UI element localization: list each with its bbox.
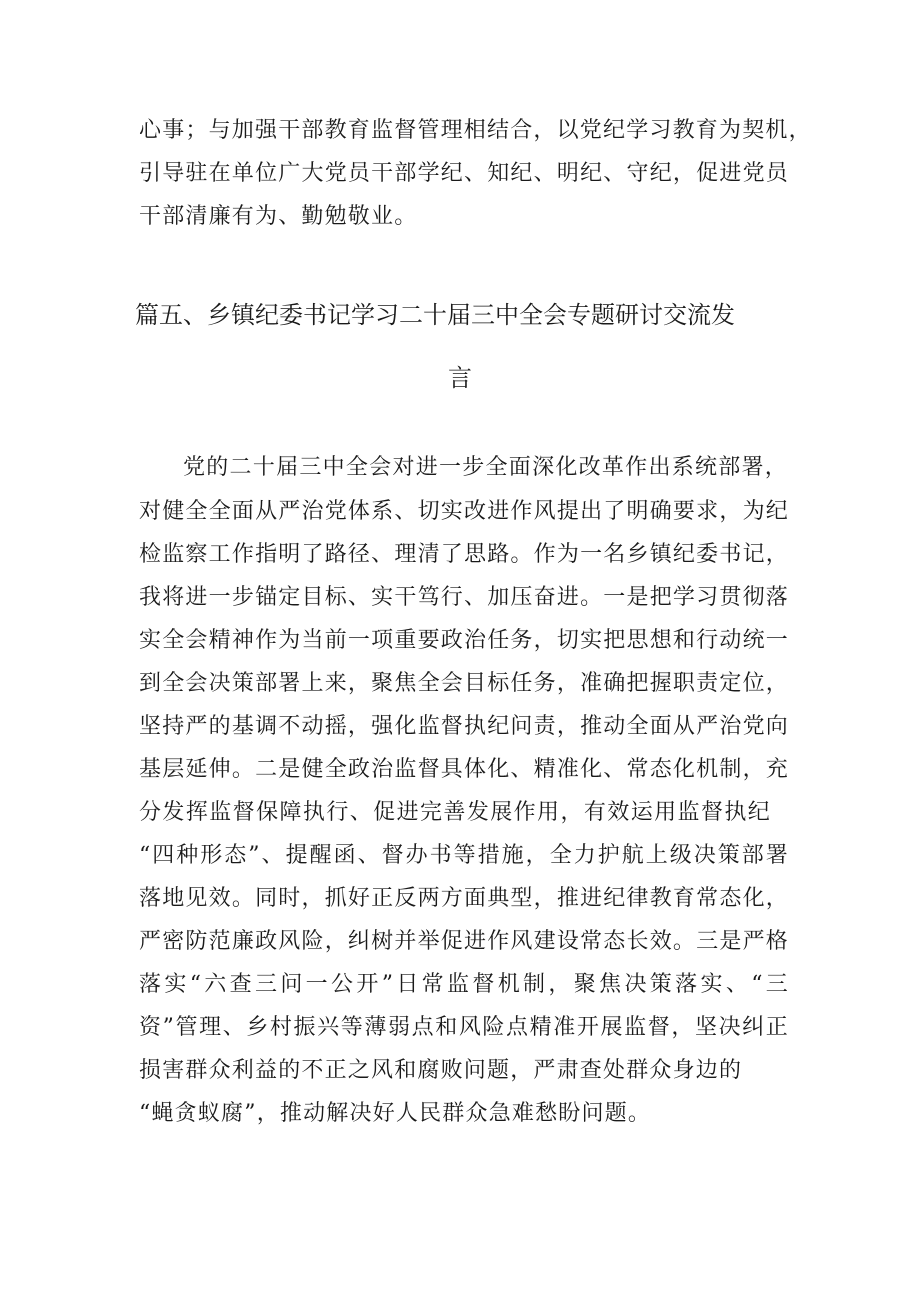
paragraph-line: 实全会精神作为当前一项重要政治任务，切实把思想和行动统一 <box>139 628 789 653</box>
paragraph-line: 损害群众利益的不正之风和腐败问题，严肃查处群众身边的 <box>139 1058 743 1083</box>
paragraph-line: 到全会决策部署上来，聚焦全会目标任务，准确把握职责定位， <box>139 671 789 696</box>
paragraph-line: 引导驻在单位广大党员干部学纪、知纪、明纪、守纪，促进党员 <box>139 161 789 186</box>
paragraph-line: 严密防范廉政风险，纠树并举促进作风建设常态长效。三是严格 <box>139 929 789 954</box>
paragraph-line: 基层延伸。二是健全政治监督具体化、精准化、常态化机制，充 <box>139 757 789 782</box>
paragraph-line: 我将进一步锚定目标、实干笃行、加压奋进。一是把学习贯彻落 <box>139 585 789 610</box>
paragraph-line: 检监察工作指明了路径、理清了思路。作为一名乡镇纪委书记， <box>139 542 789 567</box>
paragraph-line: 干部清廉有为、勤勉敬业。 <box>139 204 418 229</box>
paragraph-line: 落实“六查三问一公开”日常监督机制，聚焦决策落实、“三 <box>139 972 789 997</box>
paragraph-line: 坚持严的基调不动摇，强化监督执纪问责，推动全面从严治党向 <box>139 714 789 739</box>
paragraph-line: 分发挥监督保障执行、促进完善发展作用，有效运用监督执纪 <box>139 800 771 825</box>
paragraph-line: 资”管理、乡村振兴等薄弱点和风险点精准开展监督，坚决纠正 <box>139 1015 789 1040</box>
paragraph-line: “四种形态”、提醒函、督办书等措施，全力护航上级决策部署 <box>139 843 789 868</box>
section-title: 篇五、乡镇纪委书记学习二十届三中全会专题研讨交流发 <box>135 301 735 329</box>
paragraph-line: 心事；与加强干部教育监督管理相结合，以党纪学习教育为契机， <box>139 118 812 143</box>
paragraph-line: “蝇贪蚁腐”，推动解决好人民群众急难愁盼问题。 <box>139 1101 652 1126</box>
section-title-continued: 言 <box>448 364 472 392</box>
paragraph-line: 对健全全面从严治党体系、切实改进作风提出了明确要求，为纪 <box>139 499 789 524</box>
paragraph-line: 党的二十届三中全会对进一步全面深化改革作出系统部署， <box>183 455 788 480</box>
paragraph-line: 落地见效。同时，抓好正反两方面典型，推进纪律教育常态化， <box>139 886 789 911</box>
